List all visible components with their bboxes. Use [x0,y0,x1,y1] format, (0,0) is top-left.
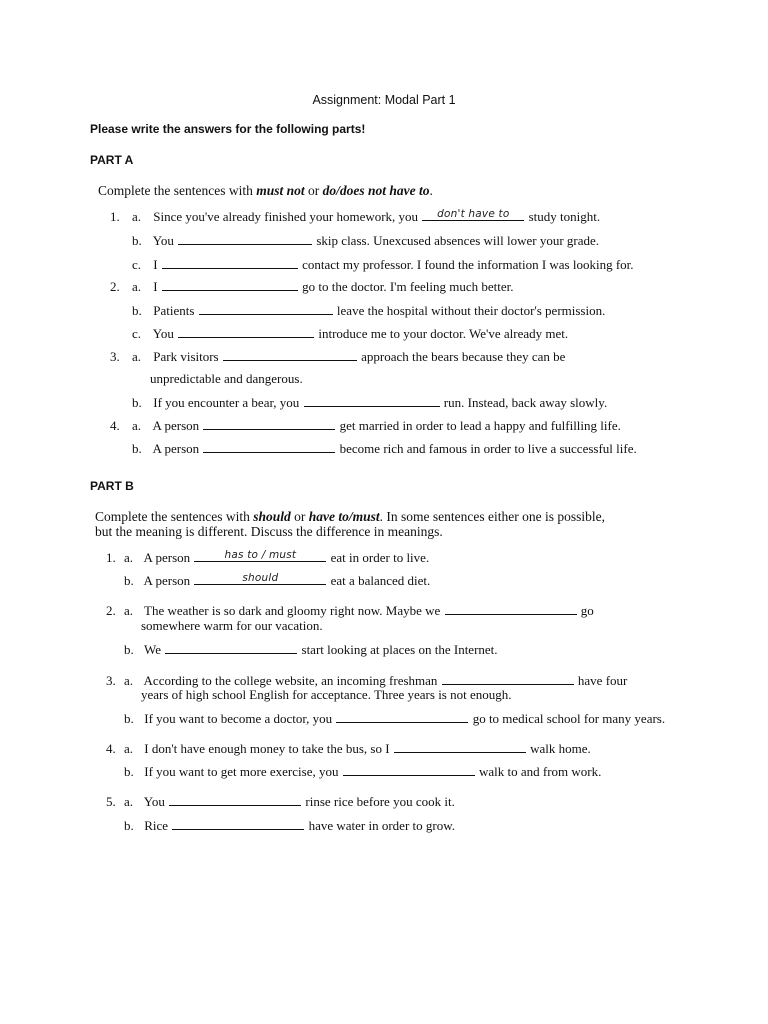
answer-blank[interactable] [343,763,475,776]
exercise-item: b. You skip class. Unexcused absences will lower your grade. [132,233,600,248]
exercise-item: 4. a. A person get married in order to lead a happy and fulfilling life. [110,418,621,433]
answer-blank[interactable] [178,325,314,338]
answer-blank[interactable] [169,793,301,806]
exercise-item: 2. a. I go to the doctor. I'm feeling much better. [110,279,514,294]
exercise-item: 1. a. A person has to / must eat in order to live. [106,549,430,565]
exercise-item: b. If you want to get more exercise, you walk to and from work. [124,764,602,779]
exercise-item: b. Patients leave the hospital without their doctor's permission. [132,303,606,318]
answer-blank[interactable] [194,572,326,585]
handwritten-answer: should [242,572,279,584]
page-title: Assignment: Modal Part 1 [312,93,456,107]
exercise-item: b. If you want to become a doctor, you go to medical school for many years. [124,711,666,726]
exercise-item: c. You introduce me to your doctor. We've already met. [132,326,569,341]
answer-blank[interactable] [172,817,304,830]
answer-blank[interactable] [199,302,333,315]
exercise-item: 3. a. According to the college website, an incoming freshman have four [106,673,628,688]
exercise-item-continuation: somewhere warm for our vacation. [141,618,323,633]
answer-blank[interactable] [394,740,526,753]
handwritten-answer: has to / must [224,549,297,561]
exercise-item: b. A person become rich and famous in order to live a successful life. [132,441,637,456]
answer-blank[interactable] [445,602,577,615]
part-a-label: PART A [90,153,134,167]
answer-blank[interactable] [165,641,297,654]
answer-blank[interactable] [162,256,298,269]
exercise-item-continuation: unpredictable and dangerous. [150,371,303,386]
exercise-item: b. Rice have water in order to grow. [124,818,456,833]
answer-blank[interactable] [194,549,326,562]
answer-blank[interactable] [442,672,574,685]
part-b-instruction: Complete the sentences with should or have to/must. In some sentences either one is possible, [95,509,605,524]
exercise-item: c. I contact my professor. I found the information I was looking for. [132,257,634,272]
answer-blank[interactable] [162,278,298,291]
part-a-instruction: Complete the sentences with must not or do/does not have to. [98,183,433,198]
answer-blank[interactable] [203,440,335,453]
exercise-item: 4. a. I don't have enough money to take the bus, so I walk home. [106,741,591,756]
part-b-instruction-line2: but the meaning is different. Discuss the difference in meanings. [95,524,443,539]
handwritten-answer: don't have to [437,208,510,220]
exercise-item: 1. a. Since you've already finished your homework, you don't have to study tonight. [110,208,601,224]
exercise-item: 5. a. You rinse rice before you cook it. [106,794,455,809]
exercise-item-continuation: years of high school English for acceptance. Three years is not enough. [141,687,512,702]
exercise-item: b. We start looking at places on the Internet. [124,642,498,657]
exercise-item: b. A person should eat a balanced diet. [124,572,431,588]
exercise-item: 3. a. Park visitors approach the bears because they can be [110,349,566,364]
exercise-item: 2. a. The weather is so dark and gloomy right now. Maybe we go [106,603,594,618]
answer-blank[interactable] [223,348,357,361]
exercise-item: b. If you encounter a bear, you run. Instead, back away slowly. [132,395,608,410]
part-b-label: PART B [90,479,134,493]
answer-blank[interactable] [336,710,468,723]
answer-blank[interactable] [178,232,312,245]
answer-blank[interactable] [304,394,440,407]
general-instruction: Please write the answers for the following parts! [90,122,366,136]
answer-blank[interactable] [203,417,335,430]
answer-blank[interactable] [422,208,524,221]
